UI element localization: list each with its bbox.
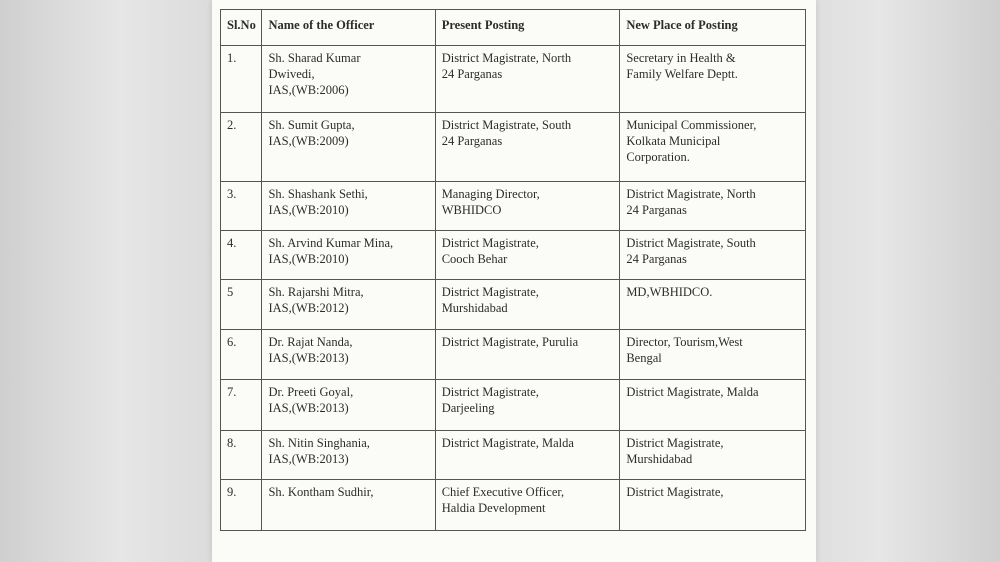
present-posting-cell: Managing Director, WBHIDCO (435, 182, 620, 231)
sl-no-cell: 7. (221, 380, 262, 431)
officer-name-cell: Sh. Shashank Sethi, IAS,(WB:2010) (262, 182, 435, 231)
officer-name-cell: Dr. Rajat Nanda, IAS,(WB:2013) (262, 330, 435, 380)
table-row (221, 113, 806, 182)
officer-name-cell: Dr. Preeti Goyal, IAS,(WB:2013) (262, 380, 435, 431)
present-posting-cell: District Magistrate, Purulia (435, 330, 620, 380)
sl-no-cell: 9. (221, 480, 262, 531)
new-posting-cell: Secretary in Health & Family Welfare Deptt. (620, 46, 806, 113)
sl-no-cell: 4. (221, 231, 262, 280)
header-new-posting: New Place of Posting (620, 10, 806, 46)
new-posting-cell: Director, Tourism,West Bengal (620, 330, 806, 380)
header-officer-name: Name of the Officer (262, 10, 435, 46)
present-posting-cell: District Magistrate, Darjeeling (435, 380, 620, 431)
present-posting-cell: District Magistrate, North 24 Parganas (435, 46, 620, 113)
present-posting-cell: District Magistrate, Malda (435, 431, 620, 480)
sl-no-cell: 2. (221, 113, 262, 182)
table-row (221, 182, 806, 231)
table-row (221, 480, 806, 531)
sl-no-cell: 5 (221, 280, 262, 330)
new-posting-cell: MD,WBHIDCO. (620, 280, 806, 330)
new-posting-cell: District Magistrate, Malda (620, 380, 806, 431)
table-row (221, 431, 806, 480)
new-posting-cell: Municipal Commissioner, Kolkata Municipal Corporation. (620, 113, 806, 182)
new-posting-cell: District Magistrate, Murshidabad (620, 431, 806, 480)
new-posting-cell: District Magistrate, (620, 480, 806, 531)
sl-no-cell: 3. (221, 182, 262, 231)
sl-no-cell: 6. (221, 330, 262, 380)
present-posting-cell: District Magistrate, Murshidabad (435, 280, 620, 330)
present-posting-cell: Chief Executive Officer, Haldia Development (435, 480, 620, 531)
table-row (221, 231, 806, 280)
officer-name-cell: Sh. Sharad Kumar Dwivedi, IAS,(WB:2006) (262, 46, 435, 113)
table-row (221, 380, 806, 431)
present-posting-cell: District Magistrate, South 24 Parganas (435, 113, 620, 182)
sl-no-cell: 1. (221, 46, 262, 113)
officer-name-cell: Sh. Nitin Singhania, IAS,(WB:2013) (262, 431, 435, 480)
officer-name-cell: Sh. Sumit Gupta, IAS,(WB:2009) (262, 113, 435, 182)
header-present-posting: Present Posting (435, 10, 620, 46)
table-header-row (221, 10, 806, 46)
officer-name-cell: Sh. Arvind Kumar Mina, IAS,(WB:2010) (262, 231, 435, 280)
table-row (221, 280, 806, 330)
new-posting-cell: District Magistrate, North 24 Parganas (620, 182, 806, 231)
table-row (221, 46, 806, 113)
header-sl-no: Sl.No (221, 10, 262, 46)
new-posting-cell: District Magistrate, South 24 Parganas (620, 231, 806, 280)
sl-no-cell: 8. (221, 431, 262, 480)
present-posting-cell: District Magistrate, Cooch Behar (435, 231, 620, 280)
document-page (212, 0, 816, 562)
officer-name-cell: Sh. Kontham Sudhir, (262, 480, 435, 531)
postings-table (220, 9, 806, 531)
table-row (221, 330, 806, 380)
officer-name-cell: Sh. Rajarshi Mitra, IAS,(WB:2012) (262, 280, 435, 330)
